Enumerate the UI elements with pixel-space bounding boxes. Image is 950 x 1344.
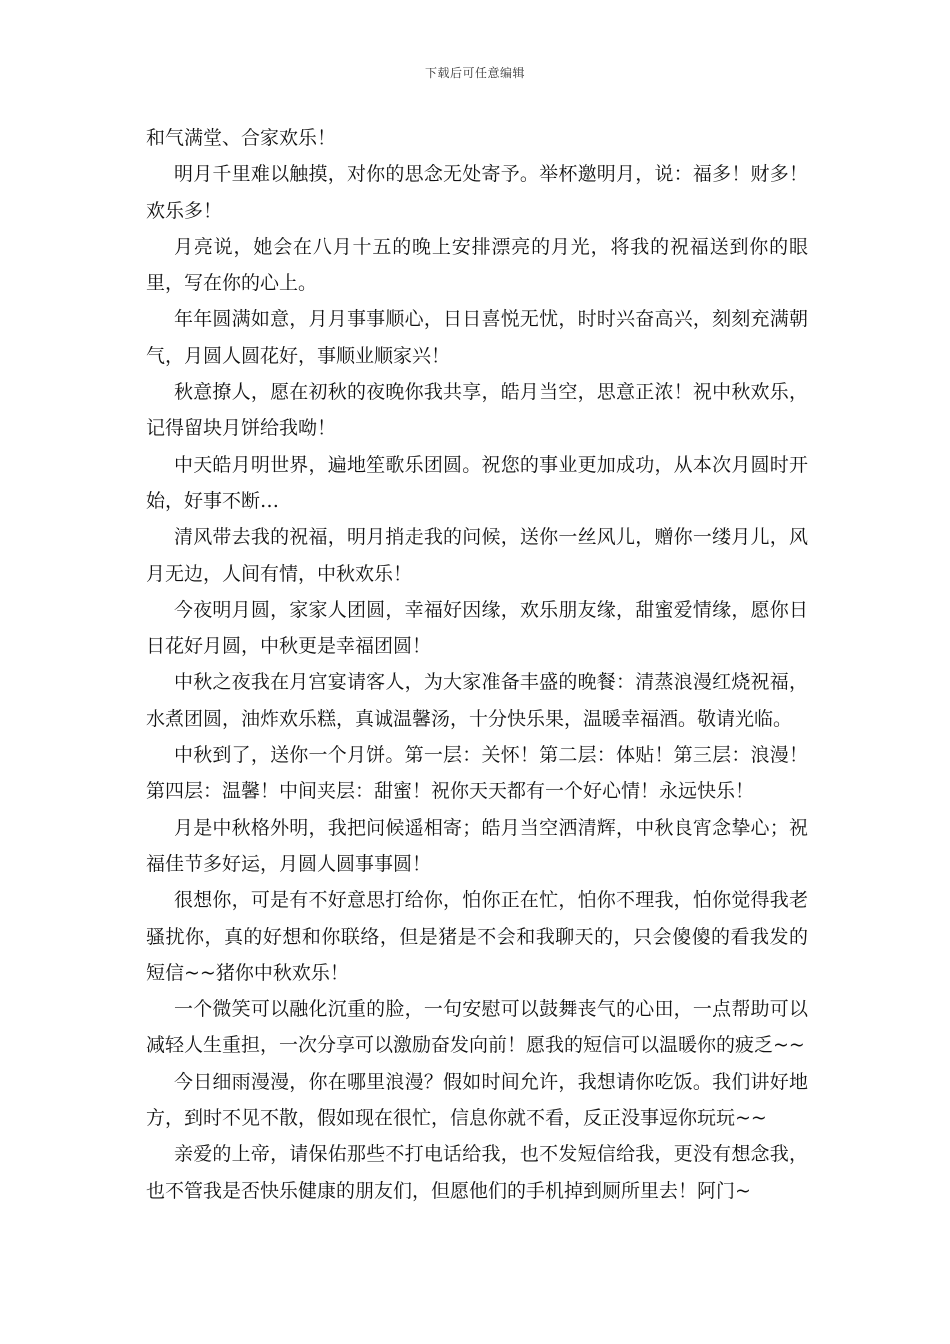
- paragraph: 中天皓月明世界，遍地笙歌乐团圆。祝您的事业更加成功，从本次月圆时开始，好事不断…: [146, 453, 808, 512]
- paragraph: 今夜明月圆，家家人团圆，幸福好因缘，欢乐朋友缘，甜蜜爱情缘，愿你日日花好月圆，中秋更是幸福团圆！: [146, 598, 808, 658]
- paragraph: 亲爱的上帝，请保佑那些不打电话给我，也不发短信给我，更没有想念我，也不管我是否快乐健康的朋友们，但愿他们的手机掉到厕所里去！阿门~: [146, 1143, 808, 1202]
- paragraph: 很想你，可是有不好意思打给你，怕你正在忙，怕你不理我，怕你觉得我老骚扰你，真的好想和你联络，但是猪是不会和我聊天的，只会傻傻的看我发的短信~~猪你中秋欢乐！: [146, 889, 808, 984]
- paragraph: 一个微笑可以融化沉重的脸，一句安慰可以鼓舞丧气的心田，一点帮助可以减轻人生重担，一次分享可以激励奋发向前！愿我的短信可以温暖你的疲乏~~: [146, 998, 808, 1057]
- paragraph: 中秋之夜我在月宫宴请客人，为大家准备丰盛的晚餐：清蒸浪漫红烧祝福，水煮团圆，油炸欢乐糕，真诚温馨汤，十分快乐果，温暖幸福酒。敬请光临。: [146, 671, 808, 730]
- paragraph: 秋意撩人，愿在初秋的夜晚你我共享，皓月当空，思意正浓！祝中秋欢乐，记得留块月饼给我呦！: [146, 381, 808, 440]
- paragraph: 中秋到了，送你一个月饼。第一层：关怀！第二层：体贴！第三层：浪漫！第四层：温馨！中间夹层：甜蜜！祝你天天都有一个好心情！永远快乐！: [146, 744, 808, 803]
- page-header: 下载后可任意编辑: [424, 66, 525, 80]
- paragraph: 明月千里难以触摸，对你的思念无处寄予。举杯邀明月，说：福多！财多！欢乐多！: [146, 163, 808, 222]
- paragraph: 清风带去我的祝福，明月捎走我的问候，送你一丝风儿，赠你一缕月儿，风月无边，人间有情，中秋欢乐！: [146, 526, 808, 585]
- paragraph: 和气满堂、合家欢乐！: [146, 127, 337, 149]
- paragraph: 年年圆满如意，月月事事顺心，日日喜悦无忧，时时兴奋高兴，刻刻充满朝气，月圆人圆花好，事顺业顺家兴！: [146, 308, 808, 367]
- paragraph: 月是中秋格外明，我把问候遥相寄；皓月当空洒清辉，中秋良宵念挚心；祝福佳节多好运，月圆人圆事事圆！: [146, 816, 808, 875]
- document-body: [146, 120, 808, 1209]
- paragraph: 月亮说，她会在八月十五的晚上安排漂亮的月光，将我的祝福送到你的眼里，写在你的心上。: [146, 235, 808, 295]
- paragraph: 今日细雨漫漫，你在哪里浪漫？假如时间允许，我想请你吃饭。我们讲好地方，到时不见不散，假如现在很忙，信息你就不看，反正没事逗你玩玩~~: [146, 1070, 808, 1130]
